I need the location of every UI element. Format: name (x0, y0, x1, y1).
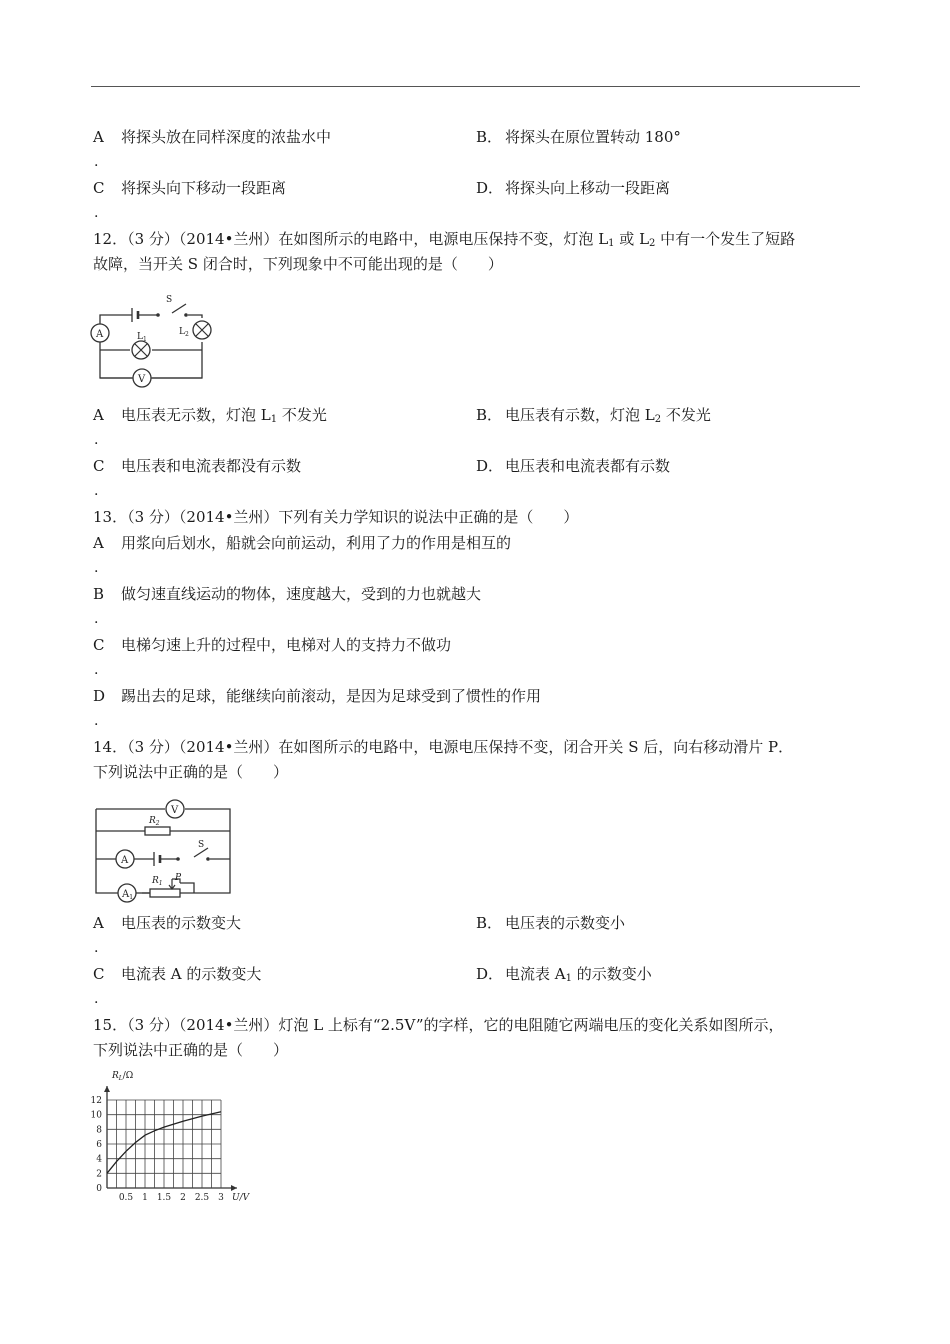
option-dot: . (94, 991, 99, 1007)
x-tick-label: 0.5 (118, 1193, 134, 1203)
option-letter: B (93, 585, 105, 603)
voltmeter-label: V (171, 805, 179, 816)
option-dot: . (94, 611, 99, 627)
switch-label: S (166, 295, 173, 305)
option-text: 踢出去的足球，能继续向前滚动，是因为足球受到了惯性的作用 (121, 687, 542, 705)
voltmeter-label: V (138, 374, 146, 385)
ammeter1-label: $A_1$ (122, 889, 134, 901)
x-tick-label: 1 (142, 1193, 148, 1203)
x-axis-arrow (231, 1185, 237, 1191)
option-text: 电梯匀速上升的过程中，电梯对人的支持力不做功 (121, 636, 452, 654)
option-letter: A (93, 914, 104, 932)
option-dot: . (94, 713, 99, 729)
option-text: 电压表和电流表都没有示数 (121, 457, 302, 475)
option-text: 电压表的示数变大 (121, 914, 242, 932)
x-tick-label: 1.5 (156, 1193, 172, 1203)
x-tick-label: 3 (218, 1193, 224, 1203)
y-tick-label: 10 (90, 1110, 102, 1121)
option-text: 电流表 A 的示数变大 (121, 965, 262, 983)
resistance-voltage-chart (86, 1068, 266, 1208)
y-tick-label: 4 (96, 1154, 102, 1165)
option-letter: A (93, 406, 104, 424)
option-letter: A (93, 534, 104, 552)
option-text: 做匀速直线运动的物体，速度越大，受到的力也就越大 (121, 585, 482, 603)
option-dot: . (94, 205, 99, 221)
question-12-stem-line1: 12．（3 分）（2014•兰州）在如图所示的电路中，电源电压保持不变，灯泡 $L_1$ 或 $L_2$ 中有一个发生了短路 (93, 230, 796, 249)
question-14-stem-line1: 14．（3 分）（2014•兰州）在如图所示的电路中，电源电压保持不变，闭合开关 S 后，向右移动滑片 P． (93, 738, 794, 756)
question-15-stem-line2: 下列说法中正确的是（ ） (93, 1041, 289, 1059)
y-tick-label: 0 (96, 1184, 102, 1194)
chart-x-label: U/V (232, 1193, 250, 1203)
x-tick-label: 2.5 (194, 1193, 210, 1203)
y-axis-arrow (104, 1086, 110, 1092)
option-dot: . (94, 483, 99, 499)
lamp1-label: $L_1$ (137, 332, 147, 343)
option-dot: . (94, 662, 99, 678)
y-tick-label: 2 (96, 1169, 102, 1180)
option-letter: A (93, 128, 104, 146)
ammeter-label: A (96, 329, 104, 340)
option-text: 电压表无示数，灯泡 $L_1$ 不发光 (121, 406, 327, 425)
r2-label: $R_2$ (149, 816, 160, 827)
circuit-figure-q12 (90, 290, 220, 385)
question-14-stem-line2: 下列说法中正确的是（ ） (93, 763, 289, 781)
lamp2-label: $L_2$ (179, 327, 189, 338)
y-tick-label: 8 (96, 1125, 102, 1136)
option-dot: . (94, 154, 99, 170)
option-letter: C (93, 636, 105, 654)
option-letter: D． (476, 179, 504, 197)
top-rule (91, 86, 860, 87)
x-tick-label: 2 (180, 1193, 186, 1203)
question-15-stem-line1: 15．（3 分）（2014•兰州）灯泡 L 上标有“2.5V”的字样，它的电阻随它两端电压的变化关系如图所示， (93, 1016, 784, 1034)
option-text: 电压表有示数，灯泡 $L_2$ 不发光 (505, 406, 711, 425)
ammeter-label: A (121, 855, 129, 866)
circuit-figure-q14 (90, 795, 235, 900)
option-letter: C (93, 965, 105, 983)
option-letter: C (93, 457, 105, 475)
option-text: 将探头在原位置转动 180° (505, 128, 681, 146)
option-letter: D． (476, 965, 504, 983)
question-13-stem: 13．（3 分）（2014•兰州）下列有关力学知识的说法中正确的是（ ） (93, 508, 579, 526)
option-dot: . (94, 432, 99, 448)
option-letter: B． (476, 128, 503, 146)
y-tick-label: 12 (90, 1096, 102, 1106)
option-text: 电压表和电流表都有示数 (505, 457, 671, 475)
option-text: 将探头向下移动一段距离 (121, 179, 287, 197)
chart-y-label: $R_L/\Omega$ (112, 1071, 134, 1082)
option-letter: B． (476, 406, 503, 424)
question-12-stem-line2: 故障，当开关 S 闭合时，下列现象中不可能出现的是（ ） (93, 255, 503, 273)
option-letter: C (93, 179, 105, 197)
switch-label: S (198, 840, 205, 850)
option-text: 电流表 $A_1$ 的示数变小 (505, 965, 652, 984)
r1-label: $R_1$ (152, 876, 163, 887)
option-letter: B． (476, 914, 503, 932)
option-dot: . (94, 560, 99, 576)
option-text: 将探头放在同样深度的浓盐水中 (121, 128, 332, 146)
option-letter: D． (476, 457, 504, 475)
option-letter: D (93, 687, 106, 705)
y-tick-label: 6 (96, 1140, 102, 1150)
slider-label: P (175, 873, 182, 883)
option-dot: . (94, 940, 99, 956)
option-text: 电压表的示数变小 (505, 914, 626, 932)
option-text: 将探头向上移动一段距离 (505, 179, 671, 197)
option-text: 用浆向后划水，船就会向前运动，利用了力的作用是相互的 (121, 534, 512, 552)
